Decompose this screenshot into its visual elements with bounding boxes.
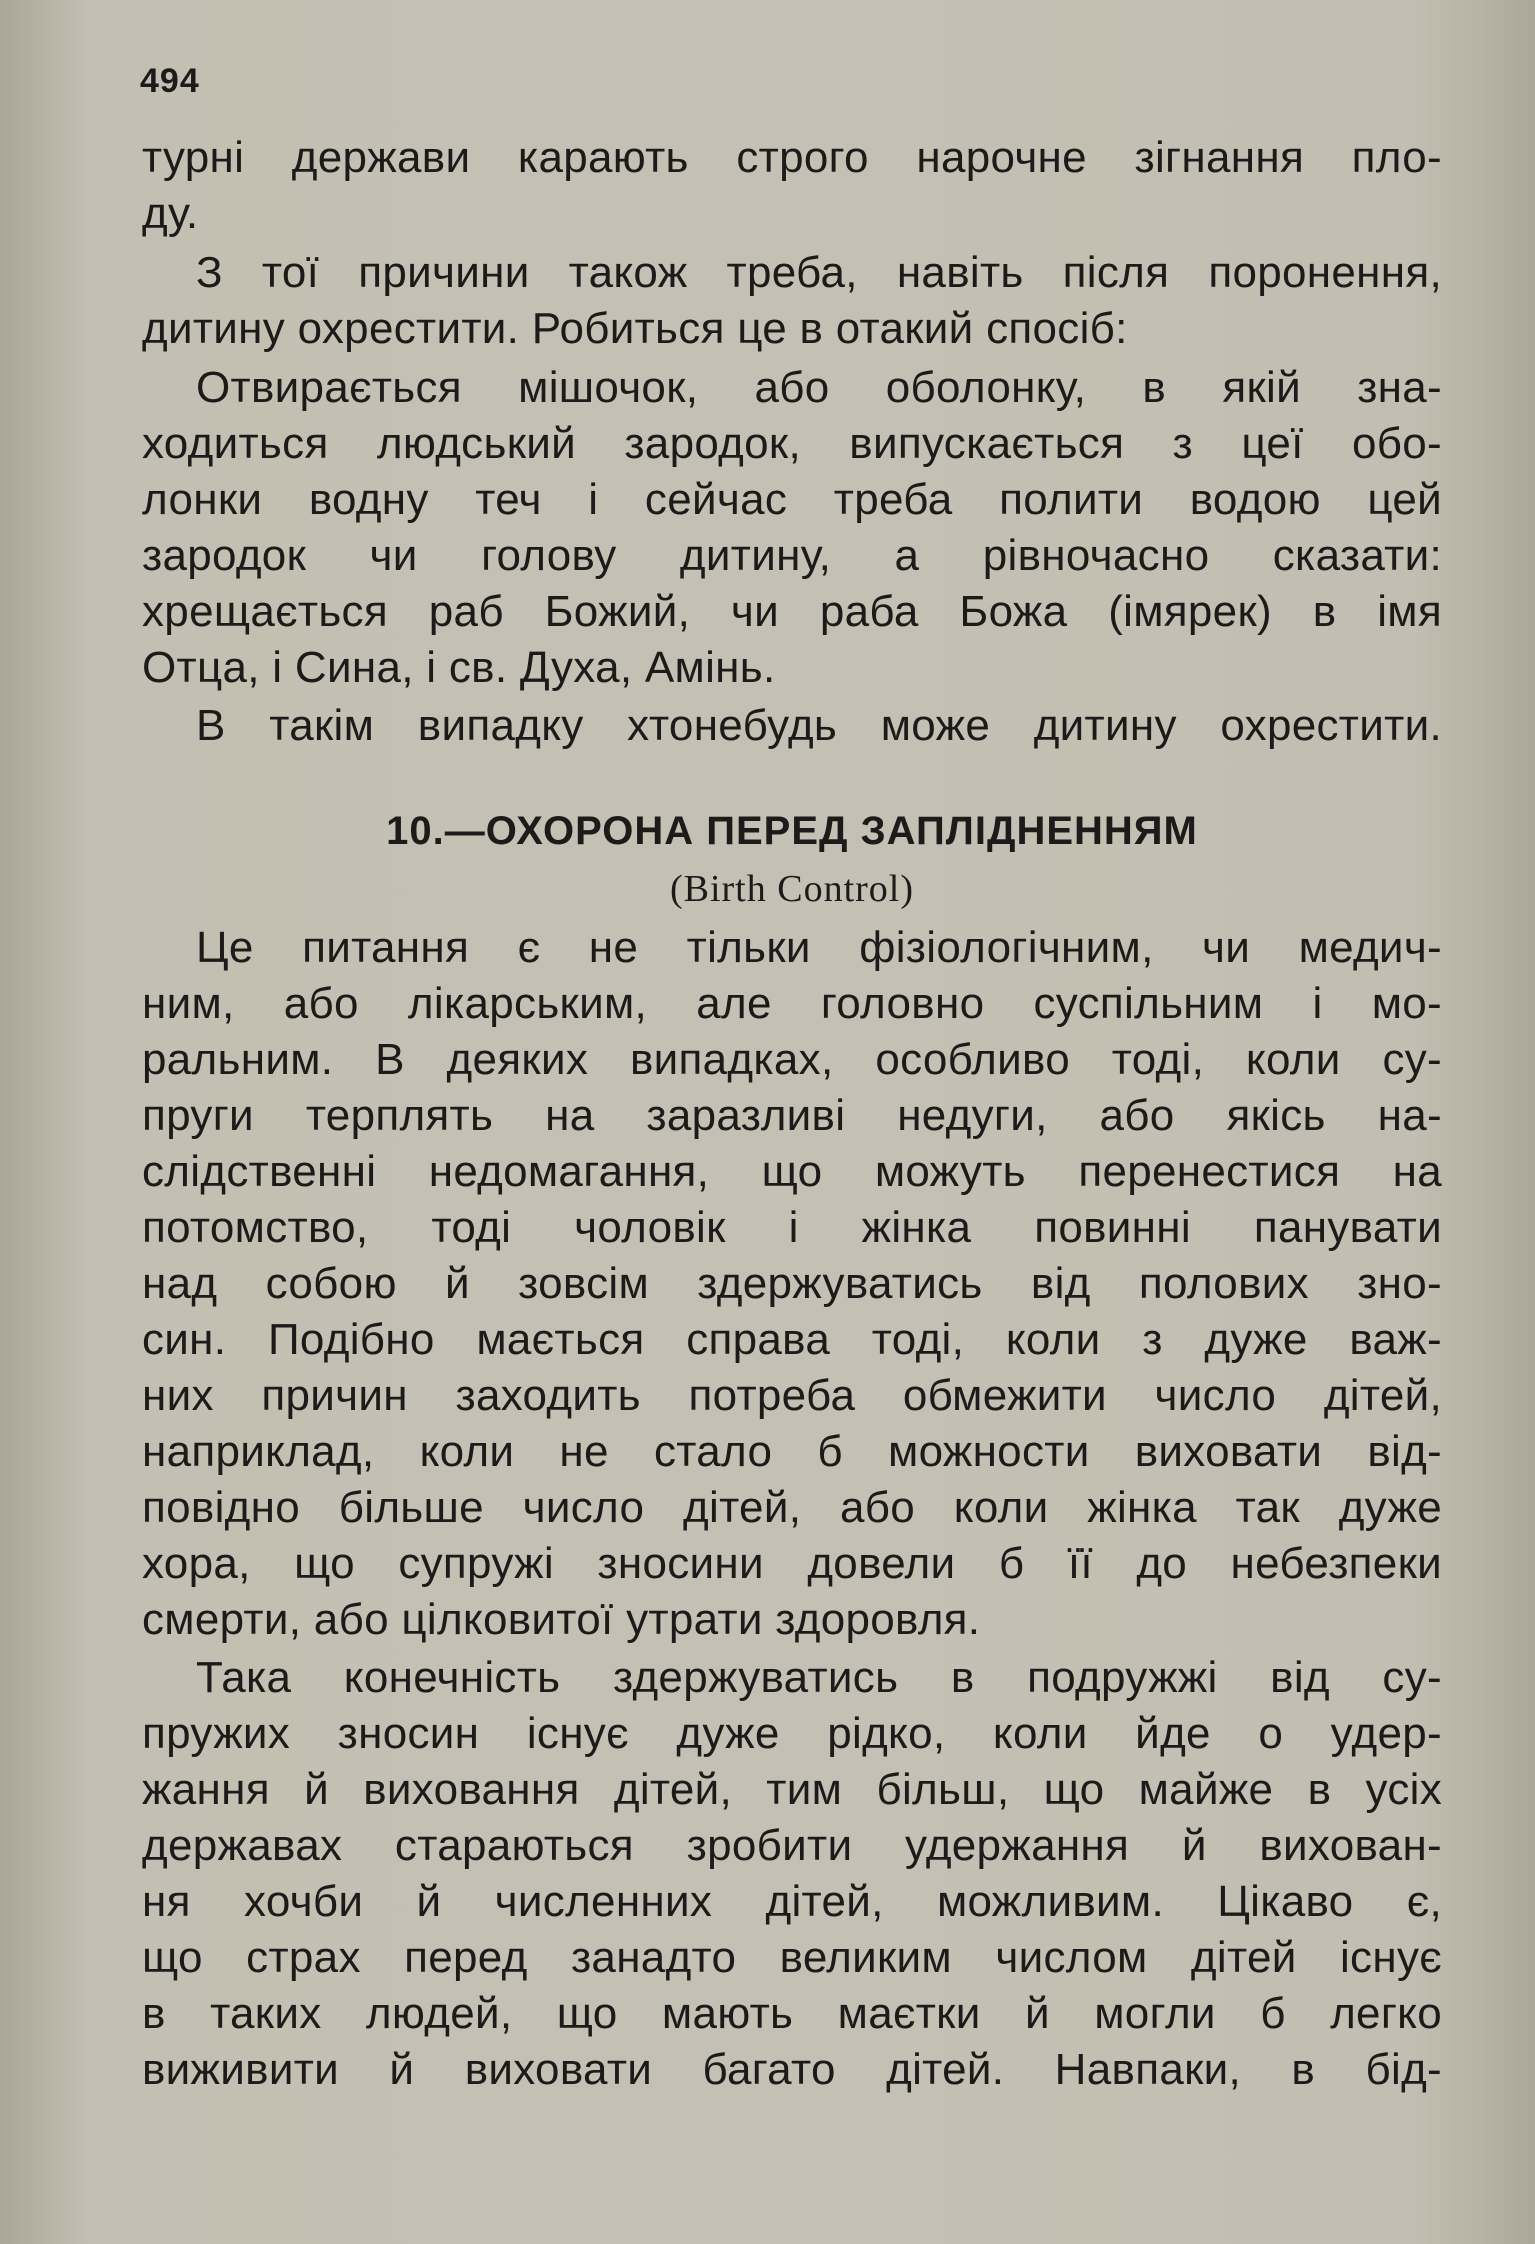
text-line: Отца, і Сина, і св. Духа, Амінь. [142, 643, 776, 692]
text-line: лонки водну теч і сейчас треба полити водою цей [142, 475, 1442, 524]
text-line: З тої причини також треба, навіть після поронення, [196, 248, 1442, 297]
text-line: пружих зносин існує дуже рідко, коли йде о удер- [142, 1709, 1442, 1758]
text-line: слідственні недомагання, що можуть перенестися на [142, 1147, 1442, 1196]
text-line: дитину охрестити. Робиться це в отакий спосіб: [142, 304, 1128, 353]
text-line: них причин заходить потреба обмежити число дітей, [142, 1371, 1442, 1420]
text-line: зародок чи голову дитину, а рівночасно сказати: [142, 531, 1442, 580]
text-line: хора, що супружі зносини довели б її до небезпеки [142, 1539, 1442, 1588]
text-line: державах стараються зробити удержання й вихован- [142, 1821, 1442, 1870]
text-line: що страх перед занадто великим числом дітей існує [142, 1933, 1442, 1982]
text-line: в таких людей, що мають маєтки й могли б легко [142, 1989, 1442, 2038]
text-line: наприклад, коли не стало б можности виховати від- [142, 1427, 1442, 1476]
text-line: над собою й зовсім здержуватись від полових зно- [142, 1259, 1442, 1308]
text-line: смерти, або цілковитої утрати здоровля. [142, 1595, 981, 1644]
text-line: пруги терплять на заразливі недуги, або якісь на- [142, 1091, 1442, 1140]
text-line: хрещається раб Божий, чи раба Божа (імярек) в імя [142, 587, 1442, 636]
text-line: ходиться людський зародок, випускається з цеї обо- [142, 419, 1442, 468]
text-line: син. Подібно мається справа тоді, коли з дуже важ- [142, 1315, 1442, 1364]
text-line: ня хочби й численних дітей, можливим. Цікаво є, [142, 1877, 1442, 1926]
text-line: Отвирається мішочок, або оболонку, в якій зна- [196, 363, 1442, 412]
section-subheading: (Birth Control) [669, 868, 915, 910]
text-line: ду. [142, 189, 199, 238]
text-line: жання й виховання дітей, тим більш, що майже в усіх [142, 1765, 1442, 1814]
text-line: повідно більше число дітей, або коли жінка так дуже [142, 1483, 1442, 1532]
text-line: Така конечність здержуватись в подружжі від су- [196, 1653, 1442, 1702]
page-number: 494 [140, 62, 200, 100]
section-heading: 10.—ОХОРОНА ПЕРЕД ЗАПЛІДНЕННЯМ [386, 809, 1198, 853]
text-line: турні держави карають строго нарочне зігнання пло- [142, 133, 1442, 182]
text-line: ним, або лікарським, але головно суспільним і мо- [142, 979, 1442, 1028]
text-line: В такім випадку хтонебудь може дитину охрестити. [196, 701, 1442, 750]
text-line: потомство, тоді чоловік і жінка повинні панувати [142, 1203, 1442, 1252]
text-line: Це питання є не тільки фізіологічним, чи медич- [196, 923, 1442, 972]
text-line: виживити й виховати багато дітей. Навпаки, в бід- [142, 2045, 1442, 2094]
text-line: ральним. В деяких випадках, особливо тоді, коли су- [142, 1035, 1442, 1084]
